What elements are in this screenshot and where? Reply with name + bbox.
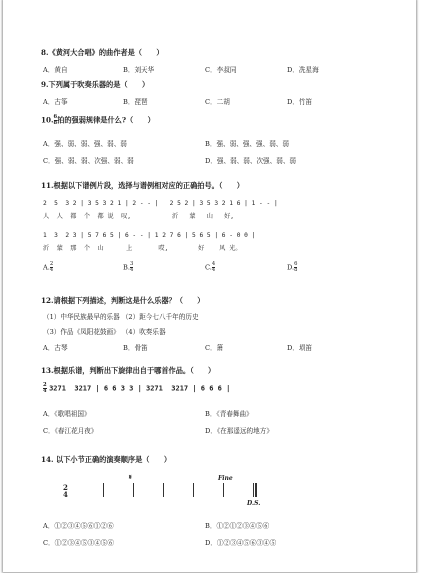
q9-option-a[interactable]: A．古筝 bbox=[43, 98, 68, 106]
q14-option-b[interactable]: B．①②①②③④⑤⑥ bbox=[205, 522, 270, 530]
q10-time-signature: $\frac{6}{8}$ bbox=[53, 114, 58, 127]
q9-option-c[interactable]: C．二胡 bbox=[205, 98, 230, 106]
q10-option-c[interactable]: C．强、弱、弱、次强、弱、弱 bbox=[43, 157, 134, 165]
q11-option-a[interactable]: A. $\frac{2}{4}$ bbox=[43, 261, 54, 274]
segno-icon: 𝄋 bbox=[129, 474, 132, 481]
barline bbox=[223, 483, 224, 497]
q11-notation-line-2: 1 3 2 3 | 5 7 6 5 | 6 - - | 1 2 7 6 | 5 6 5 | 6 - 0 0 | bbox=[43, 232, 256, 239]
q11-option-d[interactable]: D. $\frac{6}{8}$ bbox=[287, 261, 298, 274]
q13-time-signature: $\frac{2}{4}$ bbox=[43, 382, 47, 395]
q11-option-b[interactable]: B. $\frac{3}{4}$ bbox=[123, 261, 134, 274]
q8-option-b[interactable]: B．刘天华 bbox=[123, 66, 155, 74]
q10-suffix: 拍的强弱规律是什么?（ ） bbox=[57, 115, 155, 125]
q9-option-d[interactable]: D．竹笛 bbox=[287, 98, 313, 106]
q10-option-a[interactable]: A．强、弱、弱、强、弱、弱 bbox=[43, 140, 127, 148]
question-14-title: 14. 以下小节正确的演奏顺序是（ ） bbox=[41, 455, 172, 464]
fine-mark: Fine bbox=[218, 475, 233, 482]
q13-option-c[interactable]: C．《春江花月夜》 bbox=[43, 427, 98, 435]
q14-option-d[interactable]: D．①②③④⑤⑥③④⑤ bbox=[205, 539, 277, 547]
q9-option-b[interactable]: B．琵琶 bbox=[123, 98, 148, 106]
q11-option-c[interactable]: C. $\frac{4}{4}$ bbox=[205, 261, 216, 274]
barline bbox=[163, 483, 164, 497]
question-8-title: 8.《黄河大合唱》的曲作者是（ ） bbox=[41, 48, 164, 57]
final-barline-thick bbox=[255, 483, 257, 497]
q11-lyrics-line-1: 人 人 都 个 都 说 叹, 沂 蒙 山 好, bbox=[43, 213, 234, 220]
ds-mark: D.S. bbox=[247, 500, 261, 507]
q14-time-signature: 2 4 bbox=[63, 483, 68, 499]
q12-description-2: （3）作品《凤阳花鼓画》 （4）吹奏乐器 bbox=[43, 328, 166, 336]
question-11-title: 11.根据以下谱例片段，选择与谱例相对应的正确拍号。（ ） bbox=[41, 181, 244, 190]
q12-option-d[interactable]: D．埙笛 bbox=[287, 344, 313, 352]
q13-notation: $\frac{2}{4}$ 3271 3217 | 6 6 3 3 | 3271 3217 | 6 6 6 | bbox=[43, 382, 231, 395]
q12-description-1: （1）中华民族最早的乐器 （2）距今七八千年的历史 bbox=[43, 313, 199, 321]
barline bbox=[133, 483, 134, 497]
question-12-title: 12.请根据下列描述，判断这是什么乐器？（ ） bbox=[41, 296, 205, 305]
q10-option-b[interactable]: B．强、弱、强、强、弱、弱 bbox=[205, 140, 289, 148]
q10-option-d[interactable]: D．强、弱、弱、次强、弱、弱 bbox=[205, 157, 297, 165]
q10-prefix: 10. bbox=[41, 115, 54, 125]
q13-option-b[interactable]: B．《青春舞曲》 bbox=[205, 410, 253, 418]
q13-option-a[interactable]: A．《歌唱祖国》 bbox=[43, 410, 91, 418]
question-9-title: 9.下列属于吹奏乐器的是（ ） bbox=[41, 80, 150, 89]
q12-option-a[interactable]: A．古琴 bbox=[43, 344, 68, 352]
q14-option-c[interactable]: C．①②③④⑤③④⑤⑥ bbox=[43, 539, 114, 547]
q8-option-d[interactable]: D．冼星海 bbox=[287, 66, 319, 74]
q14-option-a[interactable]: A．①②③④⑤⑥①②⑥ bbox=[43, 522, 114, 530]
q12-option-c[interactable]: C．箫 bbox=[205, 344, 224, 352]
q8-option-c[interactable]: C．李叔同 bbox=[205, 66, 237, 74]
barline bbox=[103, 483, 104, 497]
barline bbox=[193, 483, 194, 497]
final-barline bbox=[253, 483, 254, 497]
q11-notation-line-1: 2 5 3 2 | 3 5 3 2 1 | 2 - - | 2 5 2 | 3 5 3 2 1 6 | 1 - - | bbox=[43, 200, 278, 207]
q11-lyrics-line-2: 沂 蒙 那 个 山 上 哎, 好 风 光。 bbox=[43, 245, 242, 252]
exam-page bbox=[3, 0, 416, 572]
q13-option-d[interactable]: D．《在那遥远的地方》 bbox=[205, 427, 273, 435]
q8-option-a[interactable]: A．黄自 bbox=[43, 66, 68, 74]
question-10-title bbox=[41, 115, 155, 126]
q12-option-b[interactable]: B．骨笛 bbox=[123, 344, 148, 352]
question-13-title: 13.根据乐谱，判断出下旋律出自于哪首作品。（ ） bbox=[41, 366, 216, 375]
q14-score bbox=[63, 476, 273, 516]
